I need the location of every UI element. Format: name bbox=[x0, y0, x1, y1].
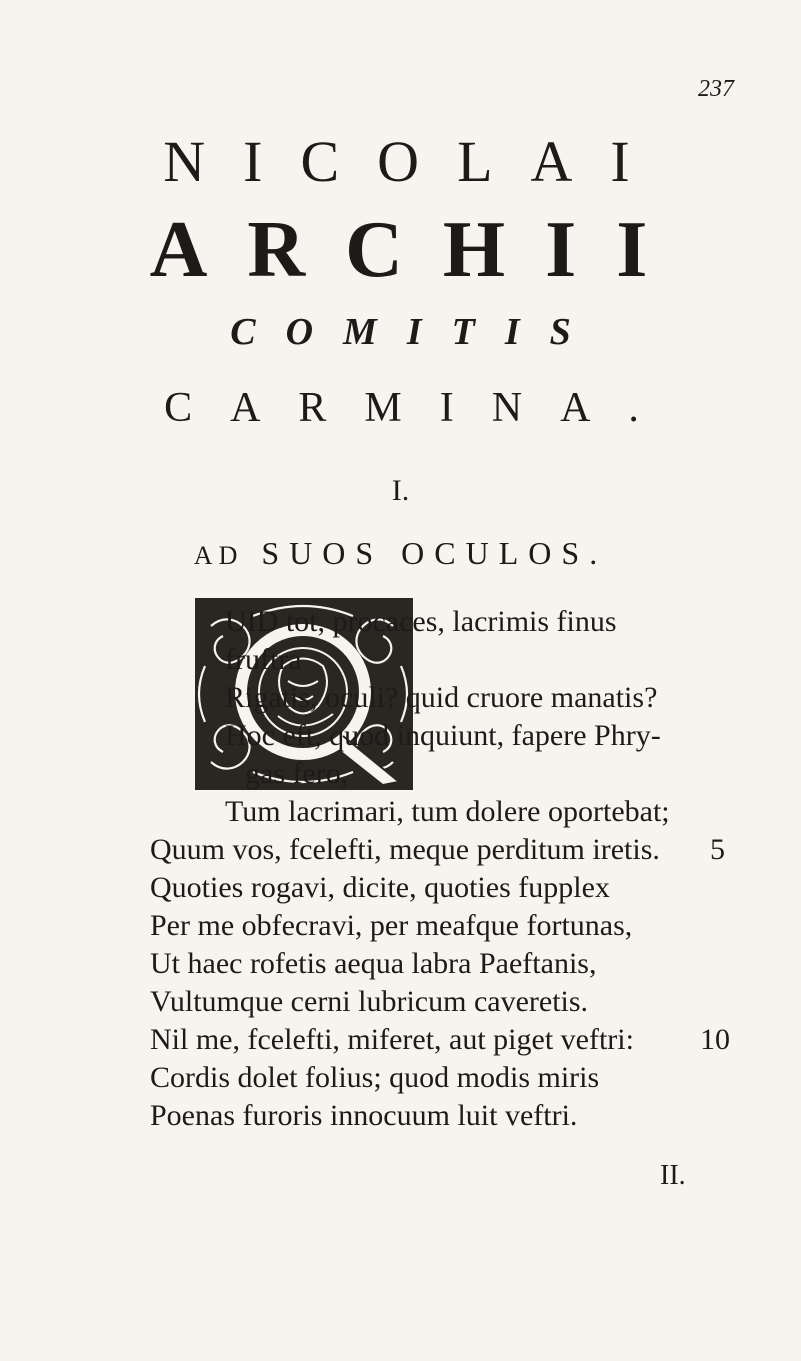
poem-heading bbox=[0, 535, 801, 572]
page-number: 237 bbox=[698, 76, 734, 102]
poem-line-9: Vultumque cerni lubricum caveretis. bbox=[150, 985, 589, 1018]
poem-line-2: Rigatis, oculi? quid cruore manatis? bbox=[225, 681, 658, 714]
poem-line-3: Hoc eft, quod inquiunt, fapere Phry- bbox=[225, 719, 661, 752]
poem-line-12: Poenas furoris innocuum luit veftri. bbox=[150, 1099, 578, 1132]
poem-line-1-cont: fruftra bbox=[225, 643, 302, 676]
poem-number: I. bbox=[391, 474, 410, 507]
poem-line-4: Tum lacrimari, tum dolere oportebat; bbox=[225, 795, 670, 828]
poem-line-8: Ut haec rofetis aequa labra Paeftanis, bbox=[150, 947, 597, 980]
line-number-5: 5 bbox=[710, 833, 725, 866]
poem-line-3-cont: gas fero, bbox=[245, 757, 349, 790]
poem-heading-prefix: AD bbox=[193, 541, 244, 570]
poem-heading-main: SUOS OCULOS. bbox=[261, 535, 608, 571]
poem-line-7: Per me obfecravi, per meafque fortunas, bbox=[150, 909, 633, 942]
poem-line-1: UID tot, procaces, lacrimis finus bbox=[225, 605, 617, 638]
title-line-nicolai: NICOLAI bbox=[163, 129, 668, 194]
title-line-comitis: COMITIS bbox=[230, 311, 601, 353]
next-poem-number: II. bbox=[660, 1160, 686, 1191]
poem-line-5: Quum vos, fcelefti, meque perditum iretis. bbox=[150, 833, 660, 866]
poem-line-6: Quoties rogavi, dicite, quoties fupplex bbox=[150, 871, 610, 904]
title-line-carmina: CARMINA. bbox=[164, 385, 677, 431]
poem-line-10: Nil me, fcelefti, miferet, aut piget veftri: bbox=[150, 1023, 634, 1056]
poem-line-11: Cordis dolet folius; quod modis miris bbox=[150, 1061, 600, 1094]
title-line-archii: ARCHII bbox=[149, 206, 688, 294]
line-number-10: 10 bbox=[700, 1023, 730, 1056]
